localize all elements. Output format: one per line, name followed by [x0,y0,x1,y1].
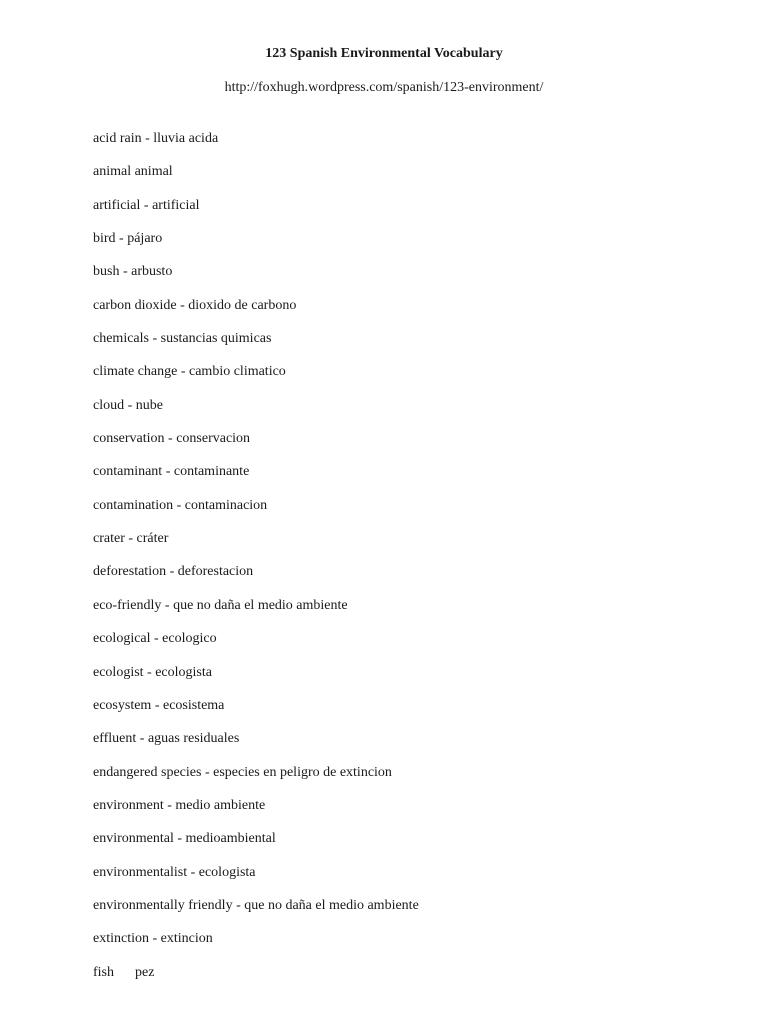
vocabulary-entry: crater - cráter [93,531,169,547]
vocabulary-entry: cloud - nube [93,397,163,413]
vocabulary-list [93,129,419,996]
vocabulary-entry: contaminant - contaminante [93,464,250,480]
vocabulary-entry: conservation - conservacion [93,431,251,447]
vocabulary-entry: effluent - aguas residuales [93,731,240,747]
vocabulary-entry: environmentalist - ecologista [93,864,256,880]
document-title: 123 Spanish Environmental Vocabulary [265,46,503,61]
vocabulary-entry: environmental - medioambiental [93,831,276,847]
vocabulary-entry: carbon dioxide - dioxido de carbono [93,297,297,313]
vocabulary-entry: bush - arbusto [93,264,173,280]
vocabulary-entry: ecosystem - ecosistema [93,697,225,713]
vocabulary-entry: animal animal [93,164,173,180]
vocabulary-entry: deforestation - deforestacion [93,564,254,580]
vocabulary-entry: climate change - cambio climatico [93,364,286,380]
vocabulary-entry: chemicals - sustancias quimicas [93,331,272,347]
vocabulary-entry: contamination - contaminacion [93,497,268,513]
vocabulary-entry: artificial - artificial [93,197,200,213]
source-url: http://foxhugh.wordpress.com/spanish/123-environment/ [224,80,544,95]
vocabulary-entry: environment - medio ambiente [93,797,266,813]
vocabulary-entry: bird - pájaro [93,231,163,247]
vocabulary-entry: eco-friendly - que no daña el medio ambiente [93,597,348,613]
vocabulary-entry: ecologist - ecologista [93,664,212,680]
vocabulary-entry: ecological - ecologico [93,631,217,647]
vocabulary-entry: acid rain - lluvia acida [93,131,219,146]
vocabulary-entry: endangered species - especies en peligro de extincion [93,764,392,780]
vocabulary-entry: environmentally friendly - que no daña el medio ambiente [93,897,419,913]
vocabulary-entry: fish pez [93,964,155,980]
vocabulary-entry: extinction - extincion [93,931,213,947]
